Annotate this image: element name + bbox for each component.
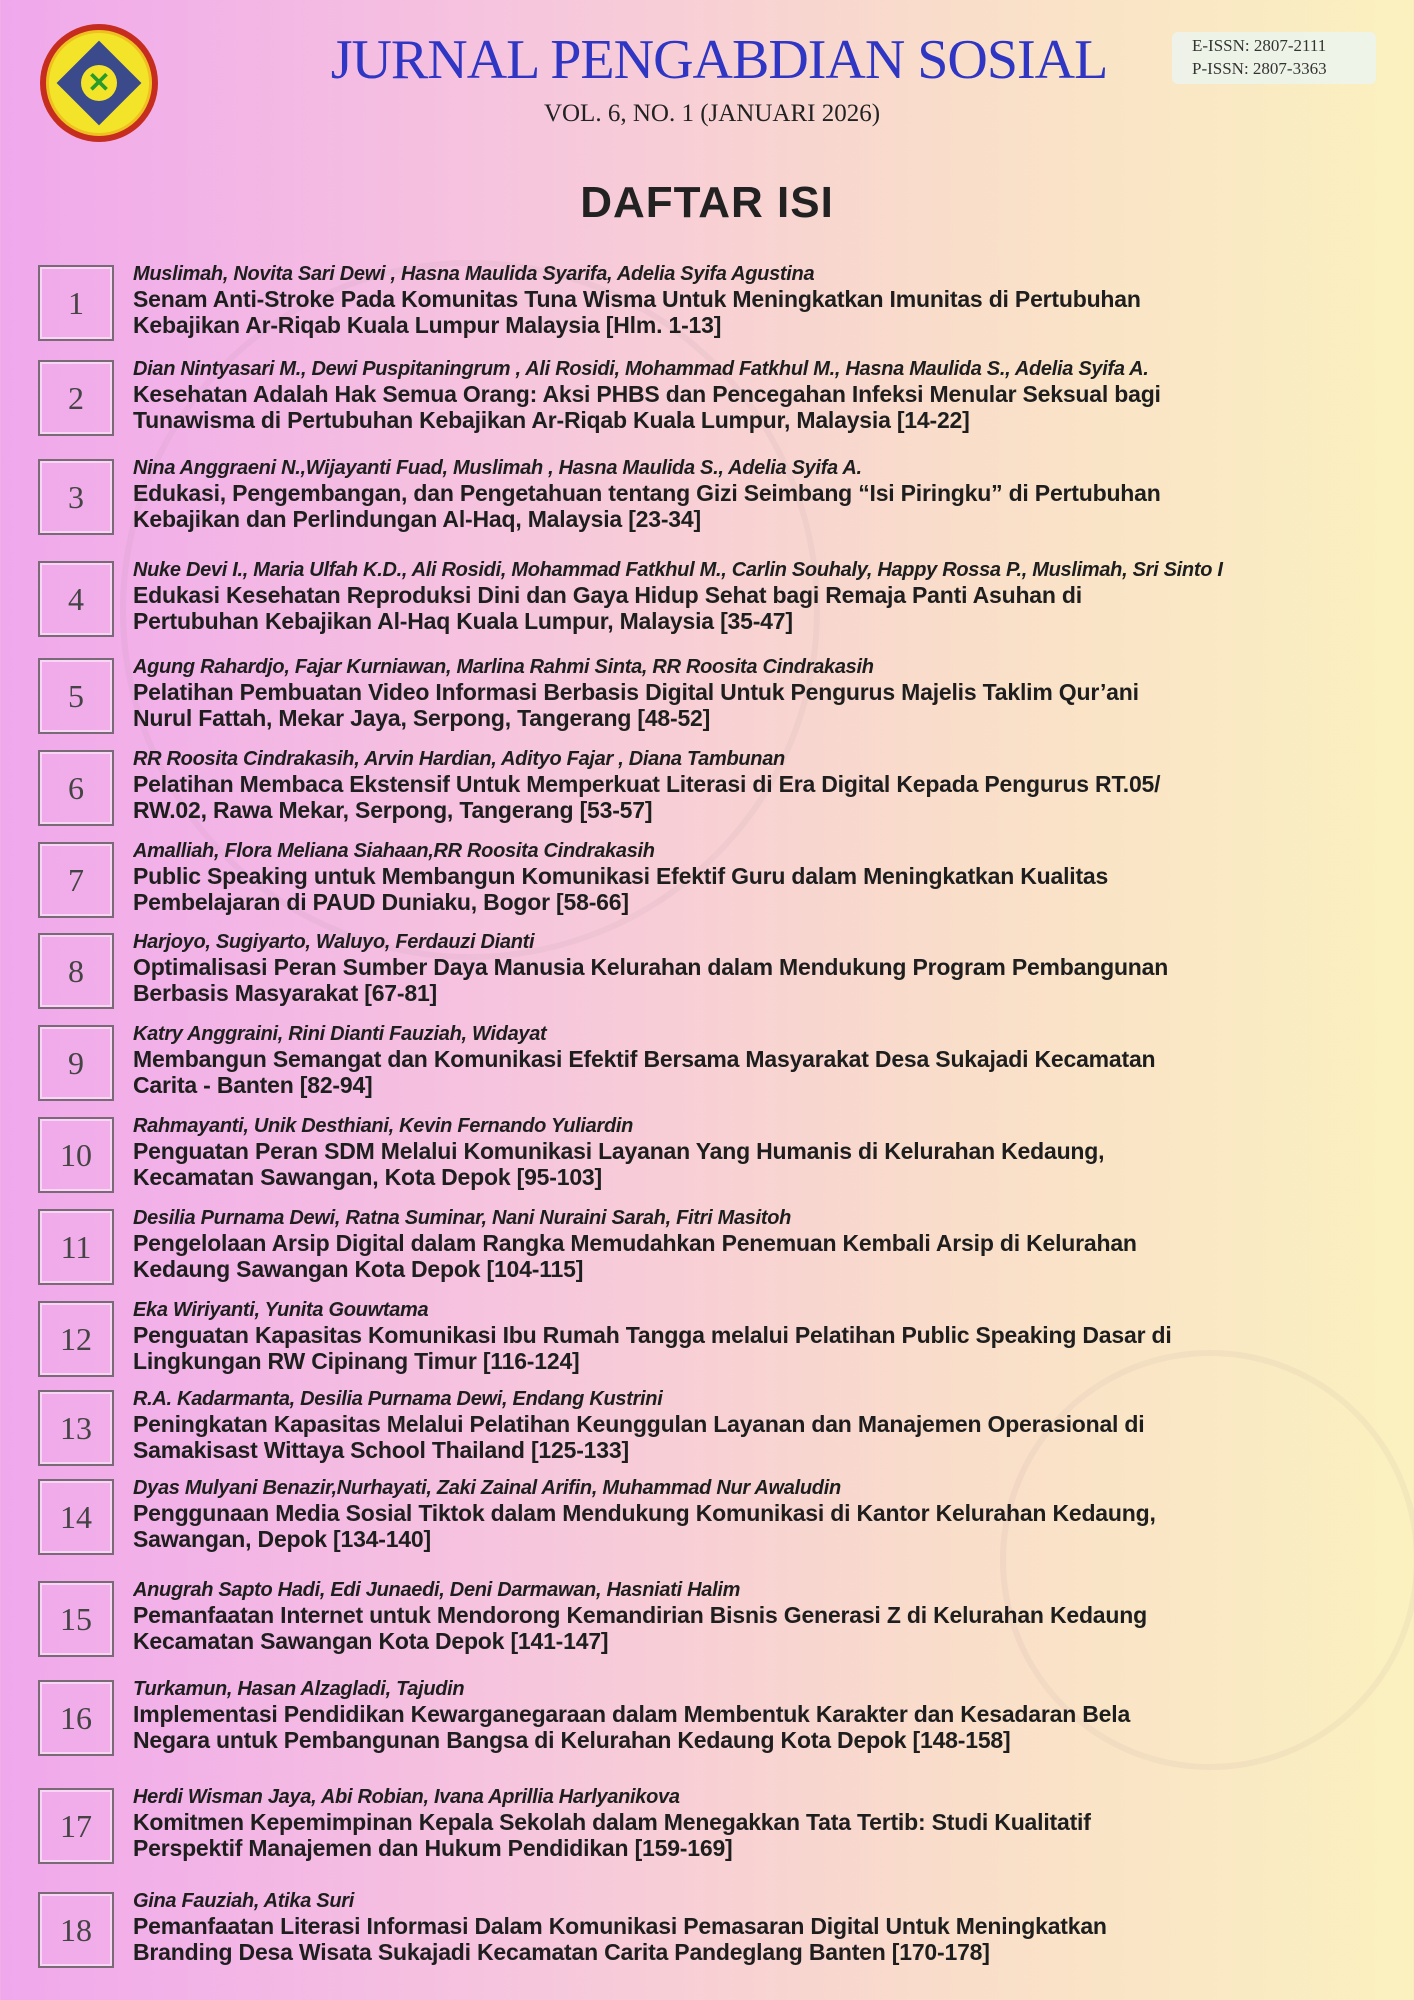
- entry-text: [133, 1889, 1414, 1965]
- entry-number: 7: [38, 842, 114, 918]
- entry-text: [133, 558, 1414, 634]
- entry-title-line[interactable]: Pelatihan Membaca Ekstensif Untuk Memperkuat Literasi di Era Digital Kepada Pengurus RT.05/: [133, 771, 1161, 797]
- toc-entry[interactable]: [38, 1117, 1414, 1197]
- entry-number: 11: [38, 1209, 114, 1285]
- entry-text: [133, 262, 1414, 338]
- entry-text: [133, 1298, 1414, 1374]
- entry-title-line[interactable]: Penguatan Kapasitas Komunikasi Ibu Rumah Tangga melalui Pelatihan Public Speaking Dasar di: [133, 1322, 1172, 1348]
- entry-text: [133, 357, 1414, 433]
- entry-title-line[interactable]: Nurul Fattah, Mekar Jaya, Serpong, Tangerang [48-52]: [133, 705, 711, 731]
- entry-text: [133, 930, 1414, 1006]
- entry-title-line[interactable]: Samakisast Wittaya School Thailand [125-133]: [133, 1437, 629, 1463]
- entry-title-line[interactable]: Pemanfaatan Internet untuk Mendorong Kemandirian Bisnis Generasi Z di Kelurahan Kedaung: [133, 1602, 1147, 1628]
- page-heading: DAFTAR ISI: [580, 178, 834, 227]
- entry-title-line[interactable]: Penguatan Peran SDM Melalui Komunikasi Layanan Yang Humanis di Kelurahan Kedaung,: [133, 1138, 1105, 1164]
- entry-text: [133, 1206, 1414, 1282]
- toc-entry[interactable]: [38, 265, 1414, 345]
- entry-number: 4: [38, 561, 114, 637]
- toc-entry[interactable]: [38, 1025, 1414, 1105]
- entry-authors: R.A. Kadarmanta, Desilia Purnama Dewi, Endang Kustrini: [133, 1388, 663, 1410]
- entry-number: 18: [38, 1892, 114, 1968]
- entry-number: 16: [38, 1680, 114, 1756]
- entry-authors: Nuke Devi I., Maria Ulfah K.D., Ali Rosidi, Mohammad Fatkhul M., Carlin Souhaly, Happy Rossa P., Muslimah, Sri Sinto I: [133, 559, 1223, 581]
- entry-authors: Amalliah, Flora Meliana Siahaan,RR Roosita Cindrakasih: [133, 840, 655, 862]
- entry-authors: Rahmayanti, Unik Desthiani, Kevin Fernando Yuliardin: [133, 1115, 634, 1137]
- toc-entry[interactable]: [38, 561, 1414, 641]
- entry-authors: Turkamun, Hasan Alzagladi, Tajudin: [133, 1678, 465, 1700]
- entry-number: 6: [38, 750, 114, 826]
- entry-number: 10: [38, 1117, 114, 1193]
- entry-authors: RR Roosita Cindrakasih, Arvin Hardian, Adityo Fajar , Diana Tambunan: [133, 748, 785, 770]
- toc-entry[interactable]: [38, 1301, 1414, 1381]
- entry-title-line[interactable]: Kesehatan Adalah Hak Semua Orang: Aksi PHBS dan Pencegahan Infeksi Menular Seksual bagi: [133, 381, 1161, 407]
- entry-number: 12: [38, 1301, 114, 1377]
- toc-entry[interactable]: [38, 1581, 1414, 1661]
- entry-title-line[interactable]: Pertubuhan Kebajikan Al-Haq Kuala Lumpur, Malaysia [35-47]: [133, 608, 793, 634]
- entry-title-line[interactable]: Pembelajaran di PAUD Duniaku, Bogor [58-66]: [133, 889, 629, 915]
- entry-number: 5: [38, 658, 114, 734]
- entry-text: [133, 655, 1414, 731]
- entry-number: 3: [38, 459, 114, 535]
- entry-text: [133, 1387, 1414, 1463]
- entry-authors: Dian Nintyasari M., Dewi Puspitaningrum , Ali Rosidi, Mohammad Fatkhul M., Hasna Maulida S., Adelia Syifa A.: [133, 358, 1149, 380]
- toc-entry[interactable]: [38, 1788, 1414, 1868]
- entry-title-line[interactable]: Kebajikan dan Perlindungan Al-Haq, Malaysia [23-34]: [133, 506, 701, 532]
- toc-entry[interactable]: [38, 1892, 1414, 1972]
- toc-entry[interactable]: [38, 459, 1414, 539]
- entry-number: 15: [38, 1581, 114, 1657]
- e-issn: E-ISSN: 2807-2111: [1192, 36, 1327, 55]
- entry-authors: Katry Anggraini, Rini Dianti Fauziah, Widayat: [133, 1023, 547, 1045]
- entry-title-line[interactable]: Edukasi Kesehatan Reproduksi Dini dan Gaya Hidup Sehat bagi Remaja Panti Asuhan di: [133, 582, 1082, 608]
- entry-authors: Anugrah Sapto Hadi, Edi Junaedi, Deni Darmawan, Hasniati Halim: [133, 1579, 741, 1601]
- entry-title-line[interactable]: Implementasi Pendidikan Kewarganegaraan dalam Membentuk Karakter dan Kesadaran Bela: [133, 1701, 1131, 1727]
- volume-info: VOL. 6, NO. 1 (JANUARI 2026): [543, 100, 881, 127]
- entry-number: 17: [38, 1788, 114, 1864]
- toc-entry[interactable]: [38, 658, 1414, 738]
- toc-entry[interactable]: [38, 1390, 1414, 1470]
- entry-title-line[interactable]: Branding Desa Wisata Sukajadi Kecamatan Carita Pandeglang Banten [170-178]: [133, 1939, 990, 1965]
- toc-entry[interactable]: [38, 933, 1414, 1013]
- entry-text: [133, 1476, 1414, 1552]
- entry-title-line[interactable]: RW.02, Rawa Mekar, Serpong, Tangerang [53-57]: [133, 797, 653, 823]
- entry-authors: Eka Wiriyanti, Yunita Gouwtama: [133, 1299, 429, 1321]
- entry-title-line[interactable]: Pemanfaatan Literasi Informasi Dalam Komunikasi Pemasaran Digital Untuk Meningkatkan: [133, 1913, 1107, 1939]
- entry-text: [133, 747, 1414, 823]
- toc-entry[interactable]: [38, 842, 1414, 922]
- p-issn: P-ISSN: 2807-3363: [1192, 59, 1327, 78]
- entry-text: [133, 456, 1414, 532]
- entry-authors: Nina Anggraeni N.,Wijayanti Fuad, Muslimah , Hasna Maulida S., Adelia Syifa A.: [133, 457, 862, 479]
- entry-number: 2: [38, 360, 114, 436]
- entry-text: [133, 839, 1414, 915]
- entry-authors: Agung Rahardjo, Fajar Kurniawan, Marlina Rahmi Sinta, RR Roosita Cindrakasih: [133, 656, 874, 678]
- entry-title-line[interactable]: Optimalisasi Peran Sumber Daya Manusia Kelurahan dalam Mendukung Program Pembangunan: [133, 954, 1169, 980]
- entry-text: [133, 1022, 1414, 1098]
- entry-authors: Harjoyo, Sugiyarto, Waluyo, Ferdauzi Dianti: [133, 931, 535, 953]
- toc-entry[interactable]: [38, 750, 1414, 830]
- entry-title-line[interactable]: Kedaung Sawangan Kota Depok [104-115]: [133, 1256, 584, 1282]
- entry-authors: Herdi Wisman Jaya, Abi Robian, Ivana Aprillia Harlyanikova: [133, 1786, 680, 1808]
- toc-entry[interactable]: [38, 360, 1414, 440]
- entry-title-line[interactable]: Sawangan, Depok [134-140]: [133, 1526, 431, 1552]
- entry-title-line[interactable]: Edukasi, Pengembangan, dan Pengetahuan tentang Gizi Seimbang “Isi Piringku” di Pertubuhan: [133, 480, 1161, 506]
- entry-title-line[interactable]: Kebajikan Ar-Riqab Kuala Lumpur Malaysia [Hlm. 1-13]: [133, 312, 722, 338]
- entry-text: [133, 1578, 1414, 1654]
- entry-title-line[interactable]: Peningkatan Kapasitas Melalui Pelatihan Keunggulan Layanan dan Manajemen Operasional di: [133, 1411, 1145, 1437]
- entry-title-line[interactable]: Komitmen Kepemimpinan Kepala Sekolah dalam Menegakkan Tata Tertib: Studi Kualitatif: [133, 1809, 1091, 1835]
- entry-authors: Desilia Purnama Dewi, Ratna Suminar, Nani Nuraini Sarah, Fitri Masitoh: [133, 1207, 792, 1229]
- entry-title-line[interactable]: Berbasis Masyarakat [67-81]: [133, 980, 437, 1006]
- entry-text: [133, 1677, 1414, 1753]
- entry-authors: Gina Fauziah, Atika Suri: [133, 1890, 354, 1912]
- entry-title-line[interactable]: Public Speaking untuk Membangun Komunikasi Efektif Guru dalam Meningkatkan Kualitas: [133, 863, 1109, 889]
- entry-title-line[interactable]: Kecamatan Sawangan Kota Depok [141-147]: [133, 1628, 609, 1654]
- entry-title-line[interactable]: Penggunaan Media Sosial Tiktok dalam Mendukung Komunikasi di Kantor Kelurahan Kedaung,: [133, 1500, 1156, 1526]
- entry-title-line[interactable]: Senam Anti-Stroke Pada Komunitas Tuna Wisma Untuk Meningkatkan Imunitas di Pertubuhan: [133, 286, 1141, 312]
- entry-text: [133, 1785, 1414, 1861]
- toc-entry[interactable]: [38, 1209, 1414, 1289]
- entry-title-line[interactable]: Lingkungan RW Cipinang Timur [116-124]: [133, 1348, 580, 1374]
- entry-authors: Muslimah, Novita Sari Dewi , Hasna Maulida Syarifa, Adelia Syifa Agustina: [133, 263, 815, 285]
- university-logo: ✕: [40, 24, 158, 142]
- entry-text: [133, 1114, 1414, 1190]
- entry-title-line[interactable]: Tunawisma di Pertubuhan Kebajikan Ar-Riqab Kuala Lumpur, Malaysia [14-22]: [133, 407, 970, 433]
- entry-authors: Dyas Mulyani Benazir,Nurhayati, Zaki Zainal Arifin, Muhammad Nur Awaludin: [133, 1477, 841, 1499]
- entry-number: 14: [38, 1479, 114, 1555]
- entry-number: 13: [38, 1390, 114, 1466]
- entry-number: 8: [38, 933, 114, 1009]
- entry-title-line[interactable]: Perspektif Manajemen dan Hukum Pendidikan [159-169]: [133, 1835, 733, 1861]
- issn-badge: [1172, 32, 1376, 84]
- entry-title-line[interactable]: Pelatihan Pembuatan Video Informasi Berbasis Digital Untuk Pengurus Majelis Taklim Qur’ani: [133, 679, 1139, 705]
- toc-entry[interactable]: [38, 1680, 1414, 1760]
- entry-number: 9: [38, 1025, 114, 1101]
- entry-title-line[interactable]: Pengelolaan Arsip Digital dalam Rangka Memudahkan Penemuan Kembali Arsip di Kelurahan: [133, 1230, 1137, 1256]
- journal-title: JURNAL PENGABDIAN SOSIAL: [330, 29, 1108, 91]
- entry-title-line[interactable]: Carita - Banten [82-94]: [133, 1072, 373, 1098]
- entry-title-line[interactable]: Kecamatan Sawangan, Kota Depok [95-103]: [133, 1164, 602, 1190]
- entry-number: 1: [38, 265, 114, 341]
- toc-entry[interactable]: [38, 1479, 1414, 1559]
- entry-title-line[interactable]: Membangun Semangat dan Komunikasi Efektif Bersama Masyarakat Desa Sukajadi Kecamatan: [133, 1046, 1156, 1072]
- entry-title-line[interactable]: Negara untuk Pembangunan Bangsa di Kelurahan Kedaung Kota Depok [148-158]: [133, 1727, 1011, 1753]
